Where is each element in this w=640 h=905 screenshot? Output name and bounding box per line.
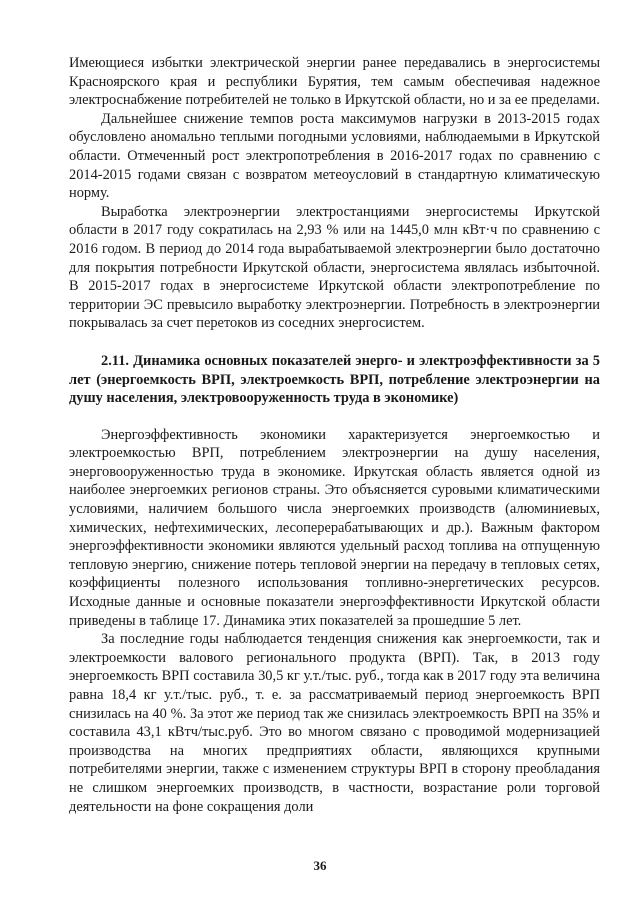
- paragraph-energy-efficiency: Энергоэффективность экономики характеризуется энергоемкостью и электроемкостью ВРП, потреблением электроэнергии на душу населения, энерговооруженностью труда в экономике. Иркутская область является одной из наиболее энергоемких регионов страны. Это объясняется суровыми климатическими условиями, наличием большого числа энергоемких производств (алюминиевых, химических, нефтехимических, лесоперерабатывающих и др.). Важным фактором энергоэффективности экономики являются удельный расход топлива на отпущенную тепловую энергию, снижение потерь тепловой энергии на передачу в тепловых сетях, коэффициенты полезного использования топливно-энергетических ресурсов. Исходные данные и основные показатели энергоэффективности Иркутской области приведены в таблице 17. Динамика этих показателей за прошедшие 5 лет.: [69, 426, 600, 629]
- section-heading: 2.11. Динамика основных показателей энерго- и электроэффективности за 5 лет (энергоемкость ВРП, электроемкость ВРП, потребление электроэнергии на душу населения, электровооруженность труда в экономике): [69, 352, 600, 407]
- page-number: 36: [313, 858, 327, 873]
- paragraph-surplus-energy: Имеющиеся избытки электрической энергии ранее передавались в энергосистемы Красноярского края и республики Бурятия, тем самым обеспечивая надежное электроснабжение потребителей не только в Иркутской области, но и за ее пределами.: [69, 55, 600, 109]
- paragraph-load-growth: Дальнейшее снижение темпов роста максимумов нагрузки в 2013-2015 годах обусловлено аномально теплыми погодными условиями, наблюдаемыми в Иркутской области. Отмеченный рост электропотребления в 2016-2017 годах по сравнению с 2014-2015 годами связан с возвратом метеоусловий в стандартную климатическую норму.: [69, 110, 600, 202]
- paragraph-generation: Выработка электроэнергии электростанциями энергосистемы Иркутской области в 2017 году сократилась на 2,93 % или на 1445,0 млн кВт·ч по сравнению с 2016 годом. В период до 2014 года вырабатываемой электроэнергии было достаточно для покрытия потребности Иркутской области, энергосистема являлась избыточной. В 2015-2017 годах в энергосистеме Иркутской области электропотребление по территории ЭС превысило выработку электроэнергии. Потребность в электроэнергии покрывалась за счет перетоков из соседних энергосистем.: [69, 203, 600, 332]
- document-page: [69, 54, 600, 816]
- paragraph-grp-intensity: За последние годы наблюдается тенденция снижения как энергоемкости, так и электроемкости валового регионального продукта (ВРП). Так, в 2013 году энергоемкость ВРП составила 30,5 кг у.т./тыс. руб., тогда как в 2017 году эта величина равна 18,4 кг у.т./тыс. руб., т. е. за рассматриваемый период энергоемкость ВРП снизилась на 40 %. За этот же период так же снизилась электроемкость ВРП на 35% и составила 43,1 кВтч/тыс.руб. Это во многом связано с проводимой модернизацией производства на многих предприятиях области, являющихся крупными потребителями энергии, также с изменением структуры ВРП в сторону преобладания не слишком энергоемких производств, в частности, возрастание роли торговой деятельности на фоне сокращения доли: [69, 631, 600, 815]
